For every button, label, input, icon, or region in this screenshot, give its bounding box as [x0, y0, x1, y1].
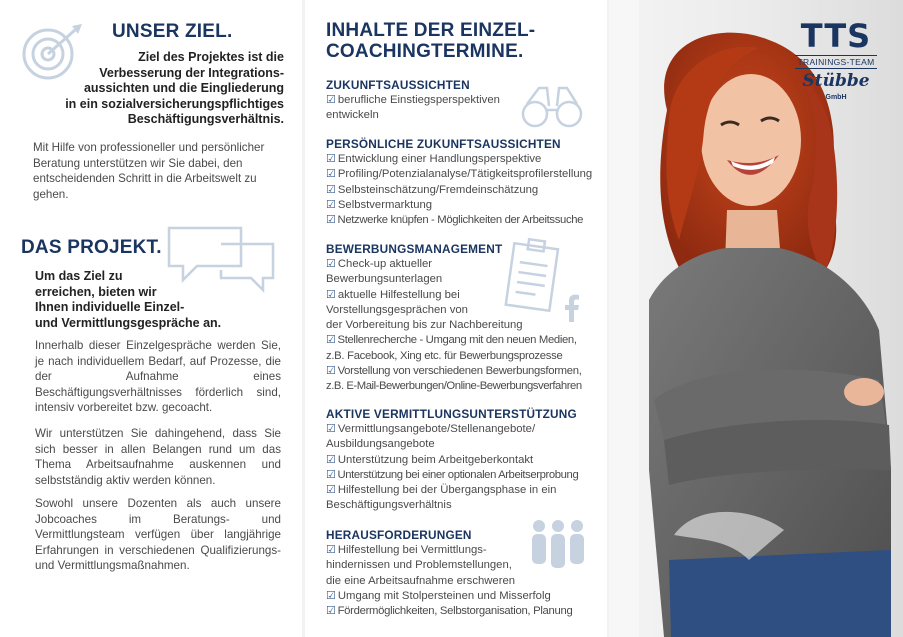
ziel-bold-line: aussichten und die Eingliederung [83, 81, 284, 95]
check-icon: ☑ [326, 288, 336, 301]
check-icon: ☑ [326, 365, 336, 378]
check-icon: ☑ [326, 258, 336, 270]
check-icon: ☑ [326, 198, 336, 211]
list-item: der Vorbereitung bis zur Nachbereitung [326, 319, 523, 332]
section-heading: HERAUSFORDERUNGEN [326, 528, 472, 542]
list-item: Ausbildungsangebote [326, 438, 435, 451]
check-icon: ☑ [326, 544, 336, 556]
section-heading: PERSÖNLICHE ZUKUNFTSAUSSICHTEN [326, 137, 561, 151]
ziel-title: UNSER ZIEL. [112, 21, 233, 42]
photo-panel [609, 0, 903, 637]
list-item: ☑ Vorstellung von verschiedenen Bewerbungsformen, [326, 365, 582, 378]
section-herausforderungen [326, 528, 598, 619]
list-item: Beschäftigungsverhältnis [326, 499, 452, 512]
list-item: entwickeln [326, 109, 379, 122]
check-icon: ☑ [326, 423, 336, 435]
section-list [326, 543, 598, 619]
logo-company-form: GmbH [825, 94, 847, 101]
coaching-title-line-1: INHALTE DER EINZEL- [326, 20, 536, 41]
list-item: ☑ Entwicklung einer Handlungsperspektive [326, 153, 542, 165]
section-heading: ZUKUNFTSAUSSICHTEN [326, 78, 470, 92]
projekt-title: DAS PROJEKT. [21, 237, 162, 258]
projekt-bold-block [35, 269, 265, 331]
section-heading: BEWERBUNGSMANAGEMENT [326, 242, 503, 256]
list-item: ☑ Umgang mit Stolpersteinen und Misserfolg [326, 589, 551, 602]
section-list [326, 152, 598, 228]
projekt-bold-line: Ihnen individuelle Einzel- [35, 300, 185, 314]
section-persoenliche-zukunftsaussichten [326, 137, 598, 228]
check-icon: ☑ [326, 453, 336, 466]
section-list [326, 257, 598, 395]
check-icon: ☑ [326, 214, 336, 227]
projekt-paragraph-1: Innerhalb dieser Einzelgespräche werden Sie, je nach individuellem Bedarf, auf Prozesse, die der Aufnahme eines Beschäftigungsverhältnisses förderlich sind, intensiv vorbereitet bzw. gecoacht. [35, 339, 281, 415]
ziel-bold-line: Verbesserung der Integrations- [99, 65, 284, 80]
check-icon: ☑ [326, 468, 336, 481]
list-item: ☑ Selbstvermarktung [326, 198, 433, 211]
list-item: ☑ Selbsteinschätzung/Fremdeinschätzung [326, 183, 539, 196]
check-icon: ☑ [326, 94, 336, 106]
section-bewerbungsmanagement [326, 242, 598, 395]
list-item: z.B. E-Mail-Bewerbungen/Online-Bewerbungsverfahren [326, 380, 582, 393]
projekt-paragraph-2: Wir unterstützen Sie dahingehend, dass Sie sich besser in allen Belangen rund um das Thema Arbeitsaufnahme auskennen und selbstständig aktiv werden können. [35, 427, 281, 487]
logo-signature: Stübbe [802, 71, 870, 91]
check-icon: ☑ [326, 183, 336, 196]
projekt-paragraph-3: Sowohl unsere Dozenten als auch unsere Jobcoaches im Beratungs- und Vermittlungsteam verfügen über langjährige Erfahrungen in verschiedenen Qualifizierungs- und Vermittlungsmaßnahmen. [35, 497, 281, 573]
list-item: Vorstellungsgesprächen von [326, 303, 468, 316]
check-icon: ☑ [326, 589, 336, 602]
tts-logo [795, 17, 877, 101]
list-item: hindernissen und Problemstellungen, [326, 559, 512, 572]
list-item: ☑ Hilfestellung bei Vermittlungs- [326, 544, 487, 556]
ziel-bold-line: in ein sozialversicherungspflichtiges [65, 96, 284, 111]
check-icon: ☑ [326, 334, 336, 347]
list-item: ☑ Vermittlungsangebote/Stellenangebote/ [326, 423, 536, 435]
ziel-bold-block [4, 50, 284, 128]
check-icon: ☑ [326, 168, 336, 181]
list-item: ☑ Unterstützung beim Arbeitgeberkontakt [326, 453, 534, 466]
coaching-title [326, 20, 535, 62]
list-item: z.B. Facebook, Xing etc. für Bewerbungsprozesse [326, 349, 563, 362]
list-item: ☑ Unterstützung bei einer optionalen Arbeitserprobung [326, 468, 579, 481]
list-item: ☑ berufliche Einstiegsperspektiven [326, 94, 500, 106]
ziel-bold-line: Beschäftigungsverhältnis. [127, 112, 284, 126]
ziel-text: Mit Hilfe von professioneller und persönlicher Beratung unterstützen wir Sie dabei, den entscheidenden Schritt in die Arbeitswelt zu gehen. [33, 141, 265, 201]
list-item: ☑ aktuelle Hilfestellung bei [326, 288, 460, 301]
list-item: ☑ Fördermöglichkeiten, Selbstorganisation, Planung [326, 605, 573, 618]
list-item: ☑ Netzwerke knüpfen - Möglichkeiten der Arbeitssuche [326, 214, 584, 227]
projekt-bold-line: Um das Ziel zu [35, 269, 123, 283]
left-panel [0, 0, 302, 637]
list-item: ☑ Profiling/Potenzialanalyse/Tätigkeitsprofilerstellung [326, 168, 593, 181]
list-item: ☑ Check-up aktueller [326, 258, 433, 270]
check-icon: ☑ [326, 484, 336, 497]
section-list [326, 422, 598, 514]
coaching-title-line-2: COACHINGTERMINE. [326, 41, 524, 62]
middle-panel [305, 0, 607, 637]
section-aktive-vermittlungsunterstuetzung [326, 407, 598, 514]
section-list [326, 93, 598, 124]
check-icon: ☑ [326, 605, 336, 618]
projekt-bold-line: erreichen, bieten wir [35, 284, 157, 299]
section-zukunftsaussichten [326, 78, 598, 124]
logo-brand: TTS [800, 17, 872, 55]
check-icon: ☑ [326, 153, 336, 165]
list-item: Bewerbungsunterlagen [326, 273, 443, 286]
list-item: ☑ Stellenrecherche - Umgang mit den neuen Medien, [326, 334, 577, 347]
ziel-bold-line: Ziel des Projektes ist die [138, 50, 284, 64]
projekt-bold-line: und Vermittlungsgespräche an. [35, 315, 222, 330]
list-item: die eine Arbeitsaufnahme erschweren [326, 574, 516, 587]
logo-subtitle: TRAININGS-TEAM [795, 55, 877, 69]
section-heading: AKTIVE VERMITTLUNGSUNTERSTÜTZUNG [326, 407, 577, 421]
list-item: ☑ Hilfestellung bei der Übergangsphase in ein [326, 484, 557, 497]
